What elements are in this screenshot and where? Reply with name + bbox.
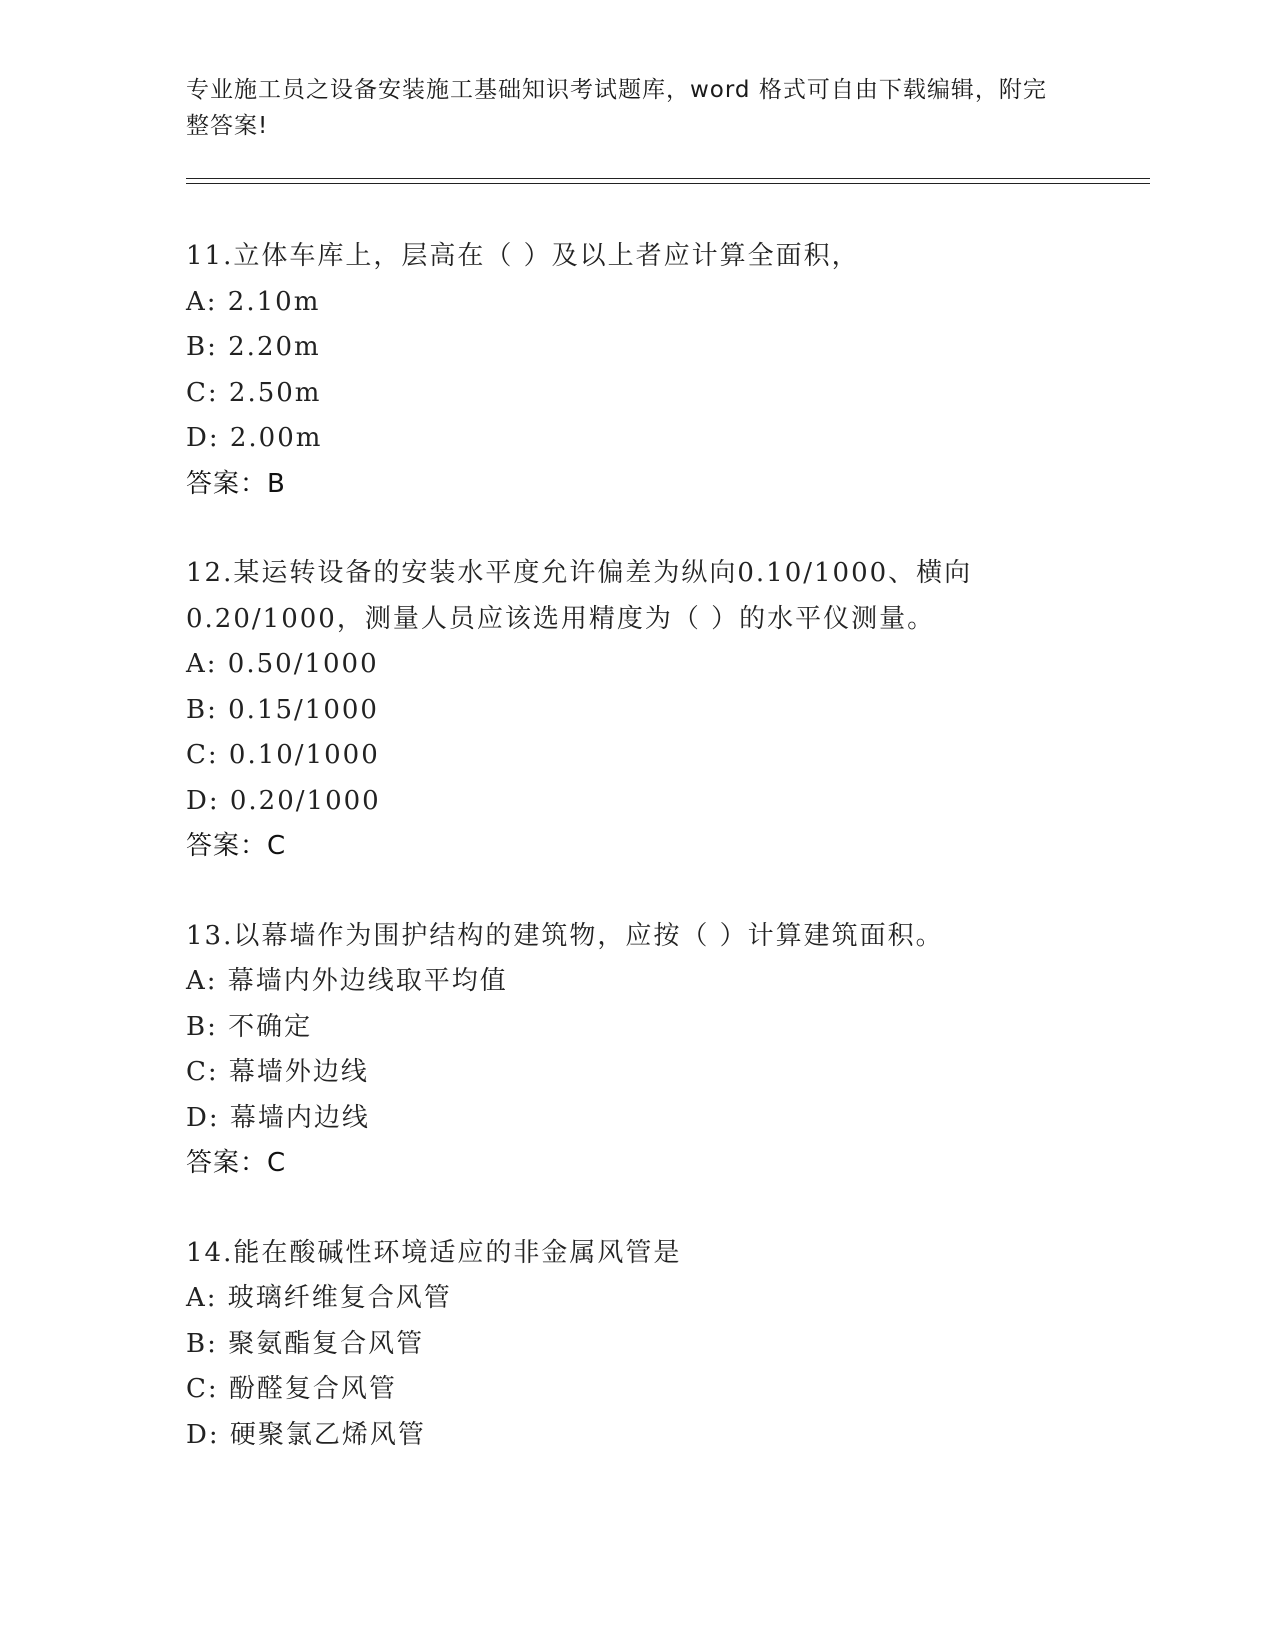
option-b: B: 2.20m [186,332,321,362]
question-12 [186,551,1150,870]
question-stem: 14.能在酸碱性环境适应的非金属风管是 [186,1237,682,1268]
option-a: A: 2.10m [186,286,321,317]
header-line-2: 整答案! [186,113,269,139]
question-13 [186,914,1150,1187]
header-rule-top [186,178,1150,179]
option-b: B: 聚氨酯复合风管 [186,1328,425,1359]
option-c: C: 0.10/1000 [186,740,380,770]
option-a: A: 0.50/1000 [186,649,379,679]
option-a: A: 幕墙内外边线取平均值 [186,966,508,996]
option-b: B: 0.15/1000 [186,694,379,725]
option-c: C: 酚醛复合风管 [186,1374,397,1404]
answer-line: 答案：B [186,468,286,499]
question-stem-continued: 0.20/1000，测量人员应该选用精度为（ ）的水平仪测量。 [186,603,936,634]
option-d: D: 幕墙内边线 [186,1102,370,1133]
option-c: C: 2.50m [186,377,322,408]
header-line-1: 专业施工员之设备安装施工基础知识考试题库，word 格式可自由下载编辑，附完 [186,77,1047,103]
option-d: D: 2.00m [186,423,323,453]
option-a: A: 玻璃纤维复合风管 [186,1283,452,1313]
question-stem: 11.立体车库上，层高在（ ）及以上者应计算全面积， [186,241,860,271]
question-list [186,234,1150,1502]
document-header [186,72,1066,144]
question-14 [186,1231,1150,1459]
option-d: D: 硬聚氯乙烯风管 [186,1419,426,1450]
option-c: C: 幕墙外边线 [186,1057,369,1087]
answer-line: 答案：C [186,831,287,861]
question-11 [186,234,1150,507]
answer-line: 答案：C [186,1148,287,1178]
question-stem: 12.某运转设备的安装水平度允许偏差为纵向0.10/1000、横向 [186,558,973,588]
question-stem: 13.以幕墙作为围护结构的建筑物，应按（ ）计算建筑面积。 [186,920,944,951]
option-b: B: 不确定 [186,1011,313,1042]
header-rule-bottom [186,183,1150,184]
option-d: D: 0.20/1000 [186,785,381,816]
